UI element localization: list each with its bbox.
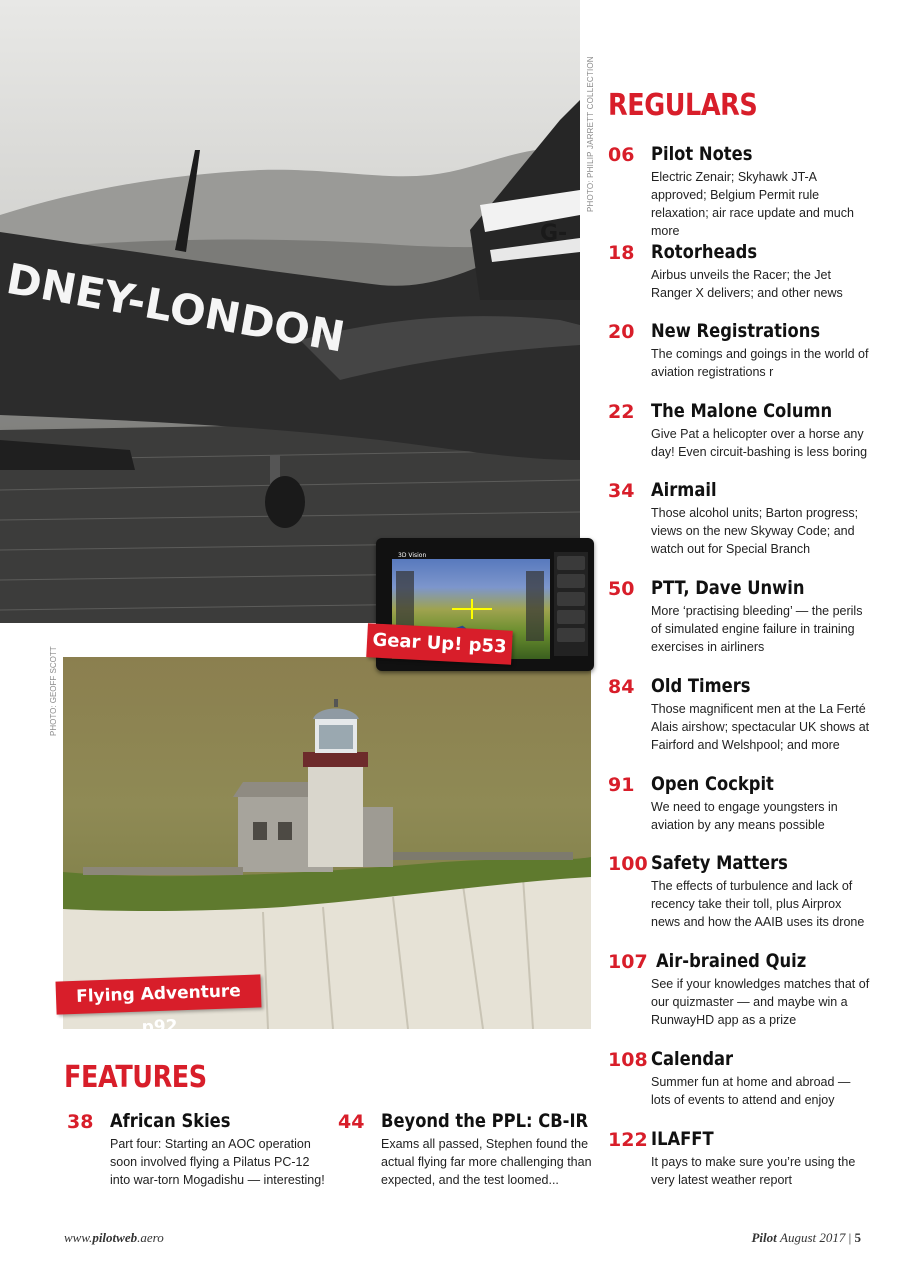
tablet-softkeys — [554, 552, 588, 656]
entry-title: Air-brained Quiz — [656, 950, 807, 972]
entry-title: New Registrations — [651, 320, 821, 342]
page-number: 107 — [608, 951, 648, 973]
entry-description: Those alcohol units; Barton progress; views on the new Skyway Code; and watch out for Special Branch — [651, 506, 859, 556]
tablet-title: 3D Vision — [398, 552, 427, 559]
folio — [751, 1230, 861, 1246]
entry-description: Summer fun at home and abroad — lots of events to attend and enjoy — [651, 1075, 851, 1107]
page-number: 22 — [608, 401, 635, 423]
page-number: 84 — [608, 676, 635, 698]
entry-description: It pays to make sure you’re using the very latest weather report — [651, 1155, 856, 1187]
entry-description: The effects of turbulence and lack of recency take their toll, plus Airprox news and how the AAIB uses its drone — [651, 879, 865, 929]
page-number: 38 — [67, 1111, 94, 1133]
entry-title: Safety Matters — [651, 852, 788, 874]
entry-description: More ‘practising bleeding’ — the perils of simulated engine failure in training exercises in airliners — [651, 604, 863, 654]
aircraft-registration: G- — [540, 221, 568, 246]
entry-description: Exams all passed, Stephen found the actual flying far more challenging than expected, and the test loomed... — [381, 1137, 592, 1187]
entry-title: Beyond the PPL: CB-IR — [381, 1110, 589, 1132]
website-url[interactable] — [64, 1230, 164, 1246]
flying-adventure-label[interactable]: Flying Adventure p92 — [55, 974, 261, 1014]
entry-description: We need to engage youngsters in aviation by any means possible — [651, 800, 838, 832]
website-prefix: www. — [64, 1230, 93, 1245]
entry-description: The comings and goings in the world of aviation registrations r — [651, 347, 869, 379]
photo-credit-top: PHOTO: PHILIP JARRETT COLLECTION — [586, 56, 595, 212]
magazine-name: Pilot — [751, 1230, 777, 1245]
entry-description: Airbus unveils the Racer; the Jet Ranger X delivers; and other news — [651, 268, 843, 300]
entry-title: Old Timers — [651, 675, 751, 697]
page-number: 34 — [608, 480, 635, 502]
entry-description: See if your knowledges matches that of our quizmaster — and maybe win a RunwayHD app as a prize — [651, 977, 870, 1027]
entry-title: Open Cockpit — [651, 773, 774, 795]
page-number: 108 — [608, 1049, 648, 1071]
page-number: 20 — [608, 321, 635, 343]
entry-title: Airmail — [651, 479, 717, 501]
folio-separator: | — [848, 1230, 852, 1245]
page-number: 122 — [608, 1129, 648, 1151]
entry-description: Give Pat a helicopter over a horse any day! Even circuit-bashing is less boring — [651, 427, 868, 459]
entry-title: PTT, Dave Unwin — [651, 577, 805, 599]
entry-title: Pilot Notes — [651, 143, 753, 165]
page-folio: 5 — [854, 1230, 861, 1245]
entry-title: ILAFFT — [651, 1128, 714, 1150]
gear-up-label[interactable]: Gear Up! p53 — [366, 623, 513, 665]
entry-description: Those magnificent men at the La Ferté Alais airshow; spectacular UK shows at Fairford and Welshpool; and more — [651, 702, 870, 752]
photo-credit-mid: PHOTO: GEOFF SCOTT — [49, 646, 58, 736]
entry-title: African Skies — [110, 1110, 231, 1132]
features-heading: FEATURES — [64, 1060, 207, 1095]
page-number: 50 — [608, 578, 635, 600]
page-number: 06 — [608, 144, 635, 166]
page-number: 91 — [608, 774, 635, 796]
entry-title: The Malone Column — [651, 400, 833, 422]
entry-title: Rotorheads — [651, 241, 758, 263]
page-number: 100 — [608, 853, 648, 875]
regulars-heading: REGULARS — [608, 88, 758, 123]
aircraft-photo — [0, 0, 580, 623]
website-name: pilotweb — [92, 1230, 138, 1245]
entry-description: Electric Zenair; Skyhawk JT-A approved; Belgium Permit rule relaxation; air race update and much more — [651, 170, 854, 238]
lighthouse-photo — [63, 657, 591, 1029]
page-number: 44 — [338, 1111, 365, 1133]
issue-date: August 2017 — [780, 1230, 846, 1245]
website-suffix: .aero — [137, 1230, 164, 1245]
entry-title: Calendar — [651, 1048, 734, 1070]
page-number: 18 — [608, 242, 635, 264]
aircraft-lettering: DNEY-LONDON — [2, 253, 349, 362]
entry-description: Part four: Starting an AOC operation soon involved flying a Pilatus PC-12 into war-torn Mogadishu — interesting! — [110, 1137, 325, 1187]
